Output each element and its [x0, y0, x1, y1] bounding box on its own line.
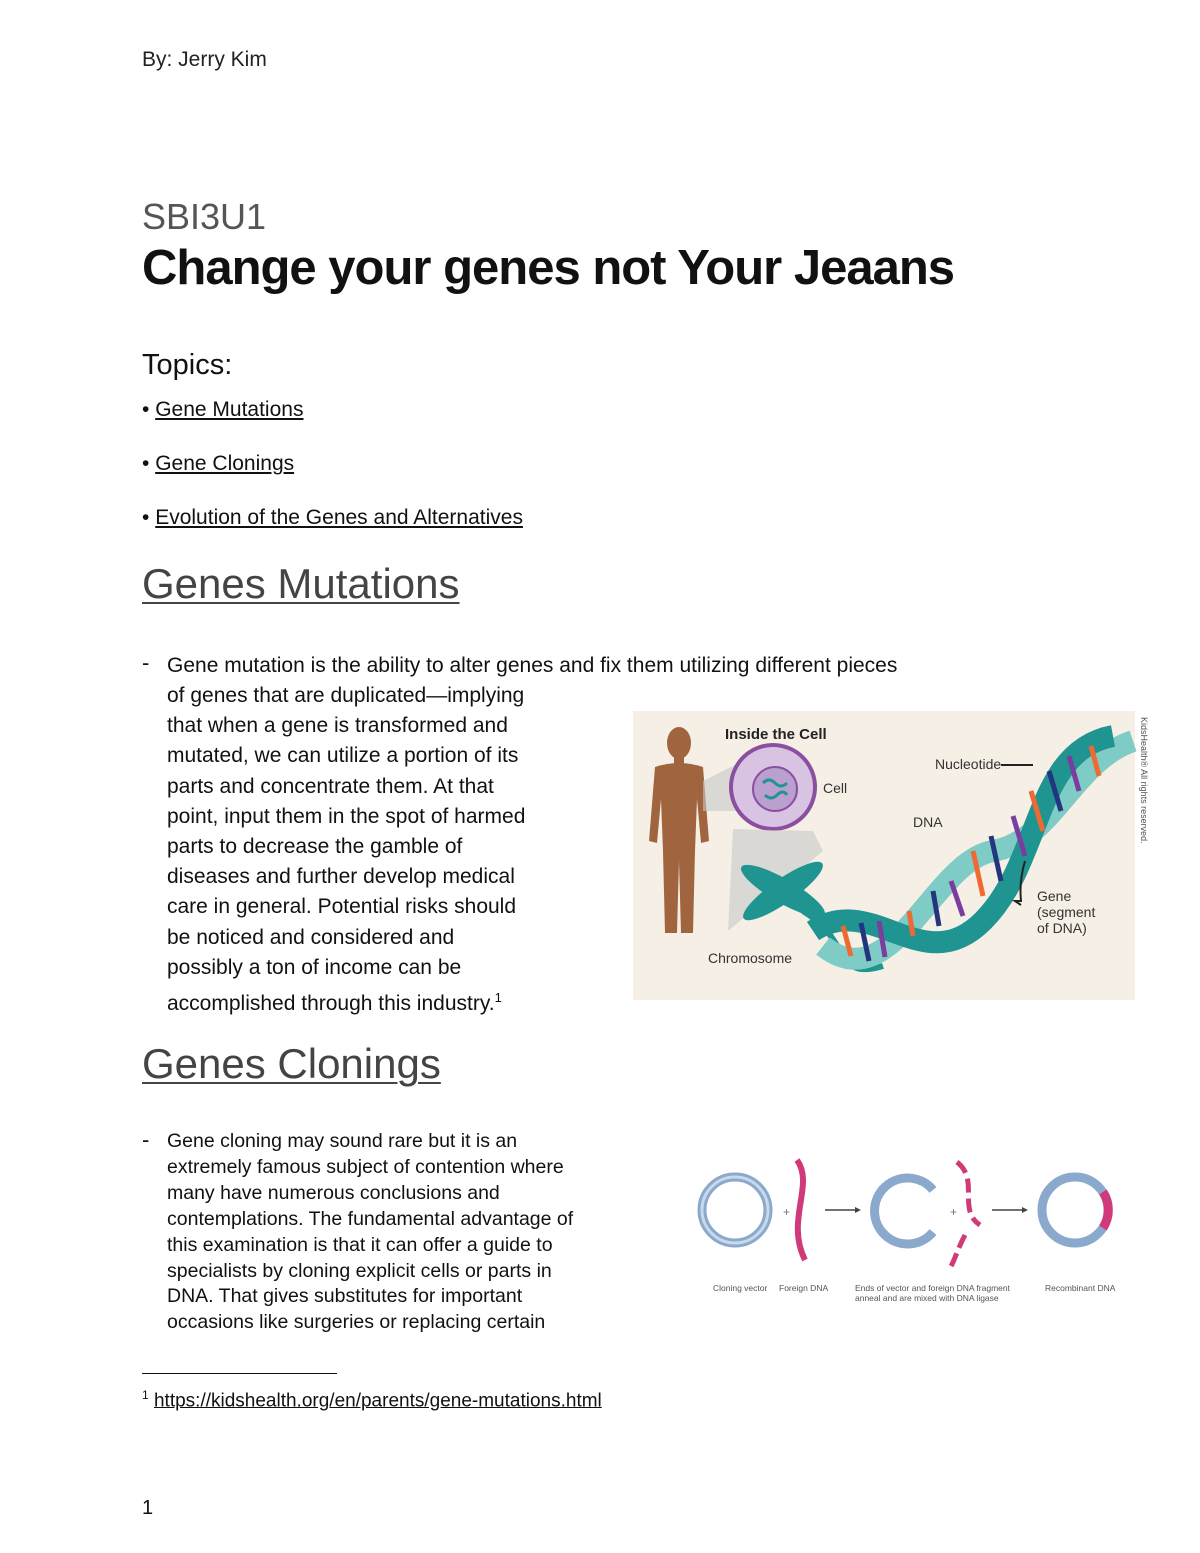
footnote-mark: 1: [142, 1388, 149, 1402]
text-line: possibly a ton of income can be: [167, 955, 462, 979]
label-gene-of-dna: of DNA): [1037, 920, 1087, 936]
topic-link-gene-mutations[interactable]: Gene Mutations: [155, 398, 304, 421]
label-chromosome: Chromosome: [708, 950, 793, 966]
foreign-dna-icon: [797, 1160, 805, 1260]
text-line: that when a gene is transformed and: [167, 714, 508, 738]
text-line: many have numerous conclusions and: [167, 1181, 500, 1204]
label-foreign-dna: Foreign DNA: [779, 1283, 829, 1293]
footnote-link[interactable]: https://kidshealth.org/en/parents/gene-mutations.html: [153, 1390, 602, 1412]
mutation-paragraph-first-line: Gene mutation is the ability to alter genes and fix them utilizing different pieces: [167, 654, 898, 677]
author-line: By: Jerry Kim: [142, 48, 267, 71]
section-heading-mutations: Genes Mutations: [142, 560, 460, 607]
section-heading-clonings: Genes Clonings: [142, 1040, 441, 1087]
text-line: contemplations. The fundamental advantage of: [167, 1207, 574, 1230]
recombinant-dna-icon: [1042, 1177, 1108, 1243]
cloning-paragraph: [167, 1129, 677, 1336]
page-number: 1: [142, 1497, 154, 1519]
course-code: SBI3U1: [142, 196, 267, 237]
text-line: extremely famous subject of contention where: [167, 1155, 564, 1178]
text-line: be noticed and considered and: [167, 925, 455, 949]
cell-icon: [731, 745, 815, 829]
plus-sign: +: [783, 1205, 791, 1219]
label-gene: Gene: [1037, 888, 1072, 904]
label-dna: DNA: [913, 814, 943, 830]
text-line: DNA. That gives substitutes for important: [167, 1285, 523, 1308]
footnote-ref[interactable]: 1: [494, 990, 502, 1006]
topic-item: [142, 506, 523, 530]
text-line: Gene cloning may sound rare but it is an: [167, 1130, 518, 1152]
label-nucleotide: Nucleotide: [935, 756, 1002, 772]
text-line: care in general. Potential risks should: [167, 895, 517, 919]
text-line: of genes that are duplicated—implying: [167, 684, 525, 707]
list-dash: -: [142, 1127, 150, 1152]
label-gene-segment: (segment: [1037, 904, 1096, 920]
bullet: •: [142, 398, 150, 421]
topic-link-evolution[interactable]: Evolution of the Genes and Alternatives: [155, 506, 523, 529]
figure-inside-the-cell: [633, 711, 1149, 1000]
dna-diagram: [633, 711, 1149, 1000]
mutation-paragraph: [167, 681, 627, 1019]
topics-label: Topics:: [142, 349, 233, 381]
text-line: accomplished through this industry.$^1$: [167, 990, 502, 1016]
label-ends-line1: Ends of vector and foreign DNA fragment: [855, 1283, 1010, 1293]
cloning-diagram: [695, 1150, 1125, 1310]
document-title: Change your genes not Your Jeaans: [142, 241, 955, 295]
text-line: mutated, we can utilize a portion of its: [167, 744, 519, 768]
footnote-separator: [142, 1373, 337, 1374]
bullet: •: [142, 452, 150, 475]
text-line: point, input them in the spot of harmed: [167, 804, 526, 828]
label-ends-line2: anneal and are mixed with DNA ligase: [855, 1293, 999, 1303]
figure-gene-cloning: [695, 1150, 1125, 1310]
list-dash: -: [142, 650, 150, 675]
human-body-icon: [649, 727, 709, 933]
topic-link-gene-clonings[interactable]: Gene Clonings: [155, 452, 295, 475]
label-cell: Cell: [823, 780, 848, 796]
topic-item: [142, 398, 303, 422]
bullet: •: [142, 506, 150, 529]
cloning-vector-icon: [702, 1177, 768, 1243]
plus-sign: +: [950, 1205, 958, 1219]
text-line: parts and concentrate them. At that: [167, 774, 494, 798]
cut-vector-icon: [875, 1178, 933, 1244]
label-recombinant-dna: Recombinant DNA: [1045, 1283, 1116, 1293]
figure-title: Inside the Cell: [725, 726, 827, 743]
text-line: specialists by cloning explicit cells or parts in: [167, 1259, 552, 1282]
topic-item: [142, 452, 294, 476]
text-line: parts to decrease the gamble of: [167, 835, 463, 859]
label-cloning-vector: Cloning vector: [713, 1283, 768, 1293]
text-line: this examination is that it can offer a guide to: [167, 1233, 553, 1256]
footnote: [142, 1388, 602, 1412]
figure-credit: KidsHealth® All rights reserved.: [1139, 717, 1149, 844]
text-line: diseases and further develop medical: [167, 865, 515, 889]
text-line: occasions like surgeries or replacing certain: [167, 1311, 546, 1334]
